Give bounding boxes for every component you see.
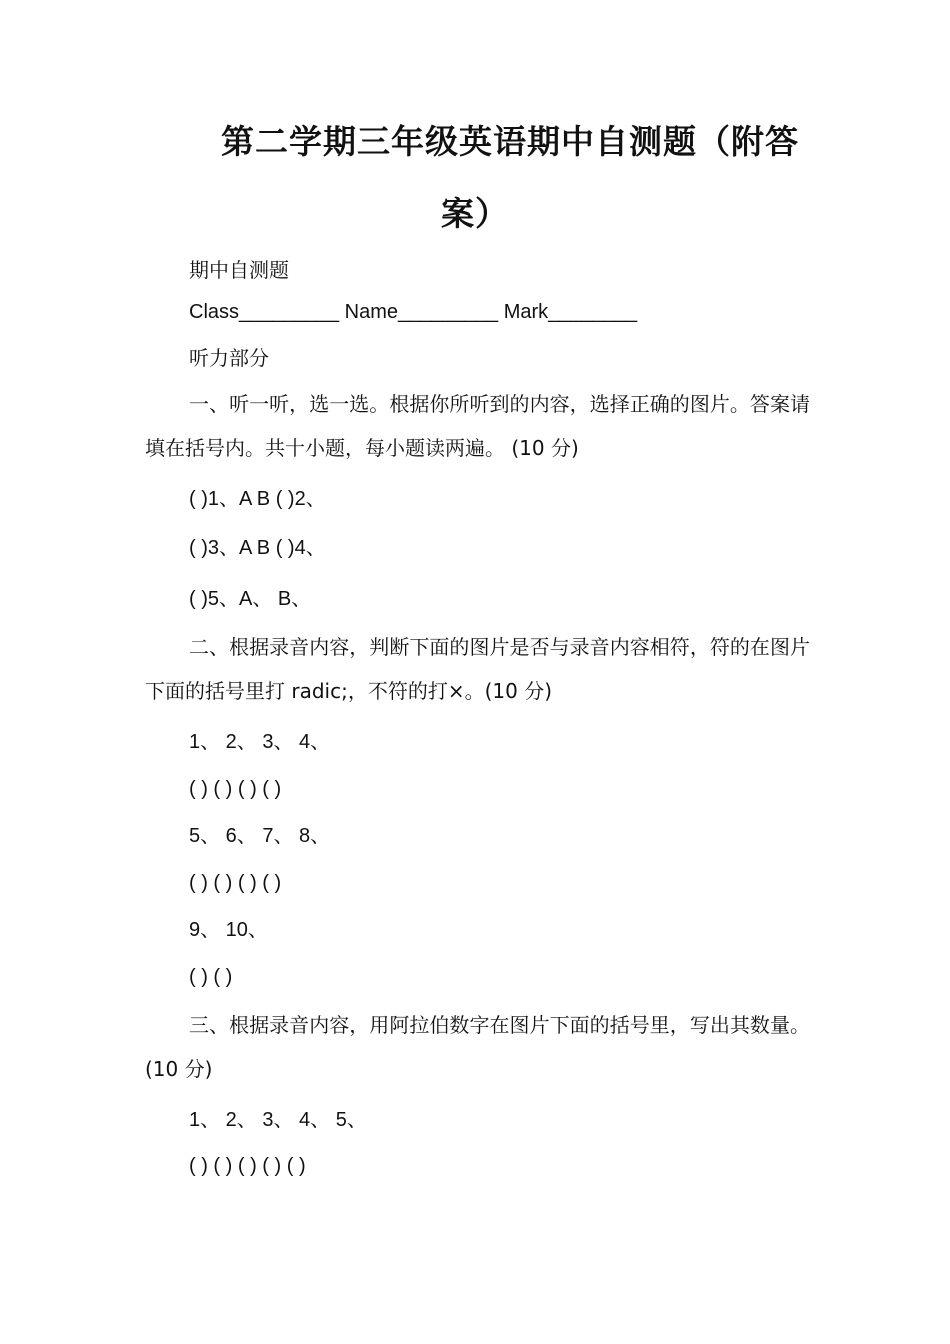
section3-instruction: 三、根据录音内容，用阿拉伯数字在图片下面的括号里，写出其数量。(10 分)	[145, 1013, 810, 1081]
section1-row-2: ( )3、A B ( )4、	[189, 537, 326, 559]
section2-row-1: 1、 2、 3、 4、	[189, 731, 331, 753]
section2-instruction: 二、根据录音内容，判断下面的图片是否与录音内容相符，符的在图片下面的括号里打 radic;，不符的打×。(10 分)	[145, 635, 810, 703]
section2-row-6: ( ) ( )	[189, 966, 233, 988]
section3-row-1: 1、 2、 3、 4、 5、	[189, 1109, 367, 1131]
section1-instruction: 一、听一听，选一选。根据你所听到的内容，选择正确的图片。答案请填在括号内。共十小题，每小题读两遍。 (10 分)	[145, 392, 810, 460]
section2-row-2: ( ) ( ) ( ) ( )	[189, 778, 282, 800]
title-line-2: 案）	[441, 194, 509, 233]
section2-row-3: 5、 6、 7、 8、	[189, 825, 331, 847]
listening-header: 听力部分	[189, 346, 269, 370]
student-info-line: Class_________ Name_________ Mark________	[189, 301, 638, 323]
title-line-1: 第二学期三年级英语期中自测题（附答	[221, 122, 799, 161]
section1-row-3: ( )5、A、 B、	[189, 588, 312, 610]
section2-row-5: 9、 10、	[189, 919, 268, 941]
section1-row-1: ( )1、A B ( )2、	[189, 488, 326, 510]
section3-row-2: ( ) ( ) ( ) ( ) ( )	[189, 1155, 306, 1177]
section2-row-4: ( ) ( ) ( ) ( )	[189, 872, 282, 894]
subtitle: 期中自测题	[189, 258, 289, 282]
document-title	[145, 106, 805, 250]
